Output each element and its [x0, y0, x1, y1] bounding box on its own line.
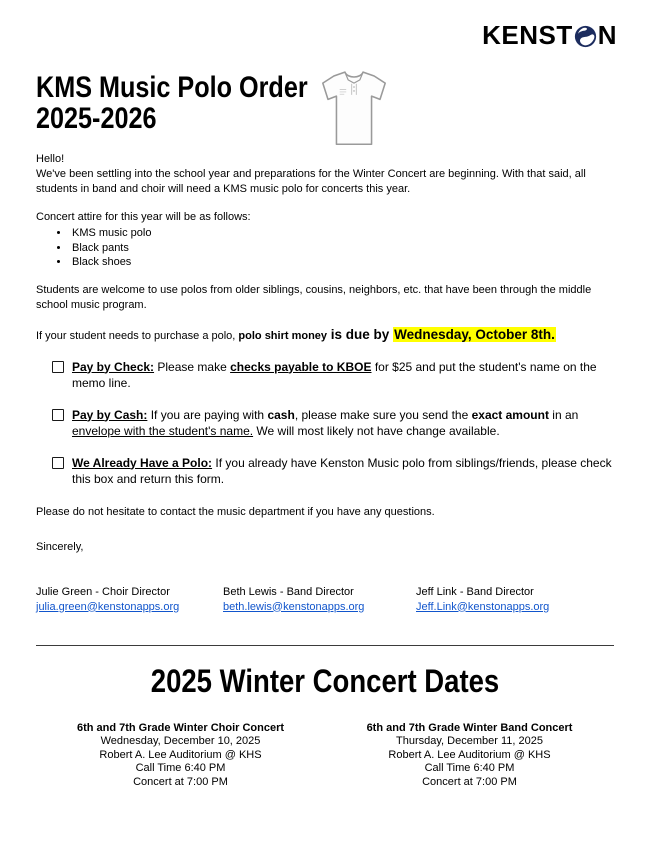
globe-icon	[574, 25, 597, 48]
concert-dates-title: 2025 Winter Concert Dates	[150, 662, 500, 699]
signature-block	[416, 585, 614, 615]
pay-by-cash-checkbox[interactable]	[52, 409, 64, 421]
attire-intro: Concert attire for this year will be as follows:	[36, 211, 251, 223]
option-pay-by-cash-text	[72, 407, 614, 440]
signature-block	[36, 585, 223, 615]
signature-block	[223, 585, 416, 615]
title-line-2: 2025-2026	[36, 102, 157, 135]
polo-shirt-image	[315, 66, 393, 156]
concert-row	[36, 722, 614, 790]
option-text-segment: We will most likely not have change available.	[253, 424, 500, 438]
option-label: Pay by Check:	[72, 359, 155, 374]
option-text-segment: Please make	[154, 359, 231, 374]
concert-detail-line: Call Time 6:40 PM	[424, 762, 515, 774]
title-row	[36, 72, 614, 134]
due-bold-segment: polo shirt money	[238, 329, 328, 342]
concert-detail-line: Thursday, December 11, 2025	[396, 735, 543, 747]
signature-name: Jeff Link - Band Director	[416, 585, 534, 598]
option-label: Pay by Cash:	[72, 407, 148, 422]
due-date-highlight: Wednesday, October 8th.	[394, 326, 555, 342]
contact-paragraph: Please do not hesitate to contact the music department if you have any questions.	[36, 505, 435, 518]
option-text-segment: in an	[548, 407, 579, 422]
due-date-line	[36, 327, 614, 344]
attire-item: • KMS music polo	[70, 226, 614, 241]
attire-item: • Black shoes	[70, 255, 614, 270]
concert-detail-line: Concert at 7:00 PM	[133, 775, 228, 788]
option-label: We Already Have a Polo:	[72, 455, 213, 470]
concert-name: 6th and 7th Grade Winter Band Concert	[366, 721, 573, 734]
option-underline-segment: envelope with the student's name.	[72, 424, 254, 438]
option-emphasis-segment: exact amount	[471, 407, 549, 422]
concert-block-choir	[38, 722, 323, 790]
signature-name: Beth Lewis - Band Director	[223, 585, 354, 598]
concert-name: 6th and 7th Grade Winter Choir Concert	[76, 721, 285, 734]
concert-detail-line: Wednesday, December 10, 2025	[100, 735, 261, 747]
polo-reuse-paragraph: Students are welcome to use polos from older siblings, cousins, neighbors, etc. that have been through the middle school music program.	[36, 283, 592, 311]
already-have-polo-checkbox[interactable]	[52, 457, 64, 469]
signature-email-link[interactable]: Jeff.Link@kenstonapps.org	[416, 600, 550, 613]
option-text-segment: for $25 and put the student's name on the memo line.	[72, 359, 597, 390]
signature-email-link[interactable]: beth.lewis@kenstonapps.org	[223, 600, 365, 613]
attire-list	[36, 226, 614, 270]
section-divider	[36, 645, 614, 646]
concert-detail-line: Robert A. Lee Auditorium @ KHS	[388, 748, 551, 761]
pay-by-check-checkbox[interactable]	[52, 361, 64, 373]
greeting-text: Hello!	[36, 153, 65, 165]
kenston-logo	[482, 22, 617, 48]
option-pay-by-check	[36, 359, 614, 392]
intro-paragraph: We've been settling into the school year and preparations for the Winter Concert are beginning. With that said, all students in band and choir will need a KMS music polo for concerts this year.	[36, 168, 586, 195]
due-emphasis-segment: is due by	[327, 326, 394, 342]
option-already-have-polo-text	[72, 455, 614, 488]
option-emphasis-segment: cash	[267, 407, 295, 422]
sincerely-text: Sincerely,	[36, 540, 84, 553]
document-title	[36, 72, 522, 134]
signature-email-link[interactable]: julia.green@kenstonapps.org	[36, 600, 180, 613]
attire-item: • Black pants	[70, 241, 614, 256]
title-line-1: KMS Music Polo Order	[36, 71, 308, 104]
concert-detail-line: Concert at 7:00 PM	[422, 775, 517, 788]
option-pay-by-cash	[36, 407, 614, 440]
option-text-segment: , please make sure you send the	[294, 407, 472, 422]
option-text-segment: If you are paying with	[147, 407, 268, 422]
concert-block-band	[327, 722, 612, 790]
concert-detail-line: Robert A. Lee Auditorium @ KHS	[99, 748, 262, 761]
logo-text-right: N	[597, 20, 617, 50]
option-emphasis-segment: checks payable to KBOE	[230, 359, 372, 374]
concert-detail-line: Call Time 6:40 PM	[135, 762, 226, 774]
signature-name: Julie Green - Choir Director	[36, 585, 170, 598]
signature-row	[36, 585, 614, 615]
due-text-segment: If your student needs to purchase a polo,	[36, 329, 239, 342]
option-already-have-polo	[36, 455, 614, 488]
option-pay-by-check-text	[72, 359, 614, 392]
logo-text-left: KENST	[482, 20, 573, 50]
option-text-segment: If you already have Kenston Music polo from siblings/friends, please check this box and return this form.	[72, 455, 612, 486]
